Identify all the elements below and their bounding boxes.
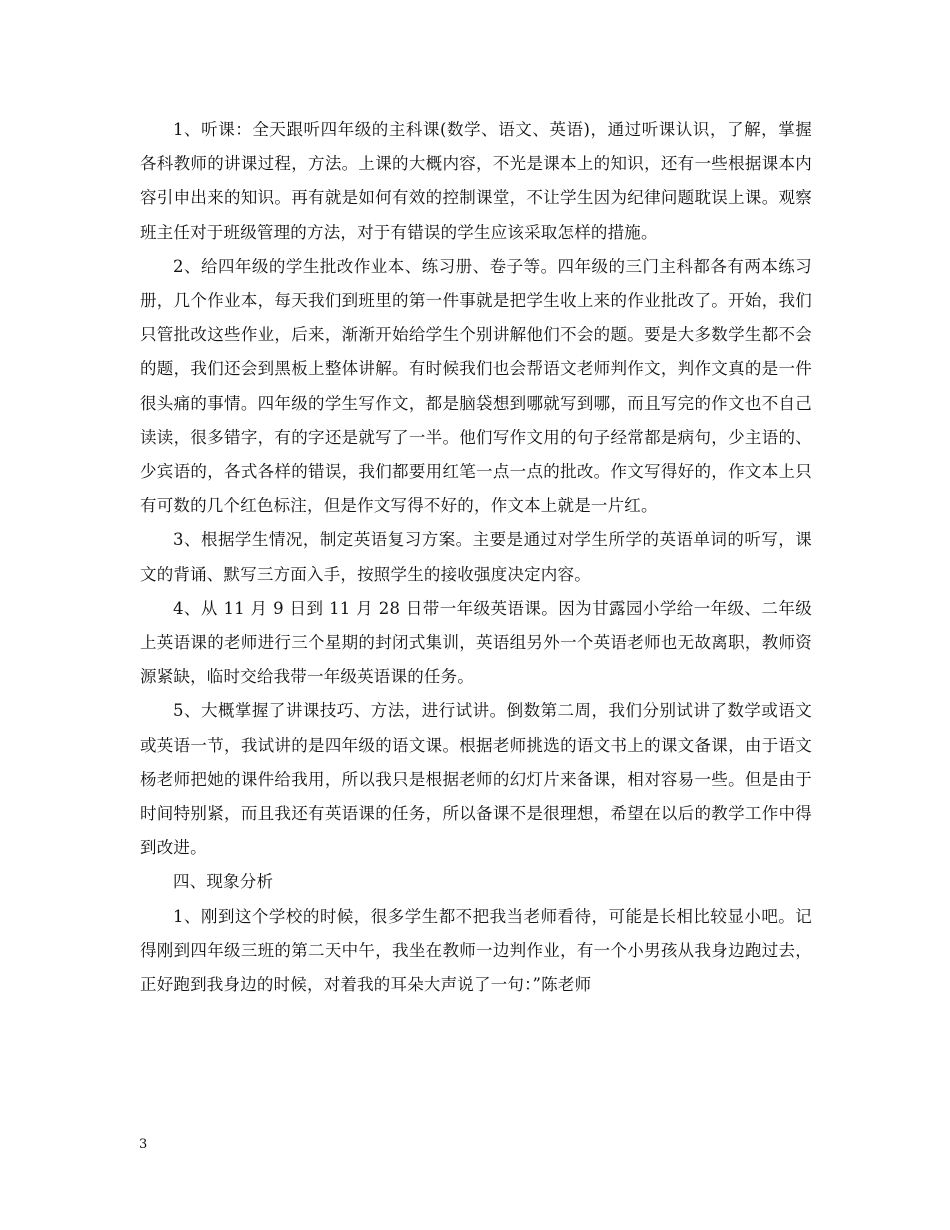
section-heading-phenomenon-analysis: 四、现象分析	[173, 872, 274, 892]
paragraph-listening: 1、听课：全天跟听四年级的主科课(数学、语文、英语)，通过听课认识，了解，掌握各科教师的讲课过程，方法。上课的大概内容，不光是课本上的知识，还有一些根据课本内容引申出来的知识。再有就是如何有效的控制课堂，不让学生因为纪律问题耽误上课。观察班主任对于班级管理的方法，对于有错误的学生应该采取怎样的措施。	[140, 120, 812, 242]
body-text	[140, 113, 812, 1002]
paragraph-trial-lecture: 5、大概掌握了讲课技巧、方法，进行试讲。倒数第二周，我们分别试讲了数学或语文或英语一节，我试讲的是四年级的语文课。根据老师挑选的语文书上的课文备课，由于语文杨老师把她的课件给我用，所以我只是根据老师的幻灯片来备课，相对容易一些。但是由于时间特别紧，而且我还有英语课的任务，所以备课不是很理想，希望在以后的教学工作中得到改进。	[140, 701, 812, 858]
paragraph-grading: 2、给四年级的学生批改作业本、练习册、卷子等。四年级的三门主科都各有两本练习册，几个作业本，每天我们到班里的第一件事就是把学生收上来的作业批改了。开始，我们只管批改这些作业，后来，渐渐开始给学生个别讲解他们不会的题。要是大多数学生都不会的题，我们还会到黑板上整体讲解。有时候我们也会帮语文老师判作文，判作文真的是一件很头痛的事情。四年级的学生写作文，都是脑袋想到哪就写到哪，而且写完的作文也不自己读读，很多错字，有的字还是就写了一半。他们写作文用的句子经常都是病句，少主语的、少宾语的，各式各样的错误，我们都要用红笔一点一点的批改。作文写得好的，作文本上只有可数的几个红色标注，但是作文写得不好的，作文本上就是一片红。	[140, 256, 812, 516]
paragraph-first-grade-english: 4、从 11 月 9 日到 11 月 28 日带一年级英语课。因为甘露园小学给一年级、二年级上英语课的老师进行三个星期的封闭式集训，英语组另外一个英语老师也无故离职，教师资源紧缺，临时交给我带一年级英语课的任务。	[140, 598, 812, 687]
paragraph-english-review: 3、根据学生情况，制定英语复习方案。主要是通过对学生所学的英语单词的听写，课文的背诵、默写三方面入手，按照学生的接收强度决定内容。	[140, 530, 812, 584]
paragraph-phenomenon-1: 1、刚到这个学校的时候，很多学生都不把我当老师看待，可能是长相比较显小吧。记得刚到四年级三班的第二天中午，我坐在教师一边判作业，有一个小男孩从我身边跑过去，正好跑到我身边的时候，对着我的耳朵大声说了一句：”陈老师	[140, 906, 812, 995]
page-number: 3	[139, 1137, 148, 1152]
